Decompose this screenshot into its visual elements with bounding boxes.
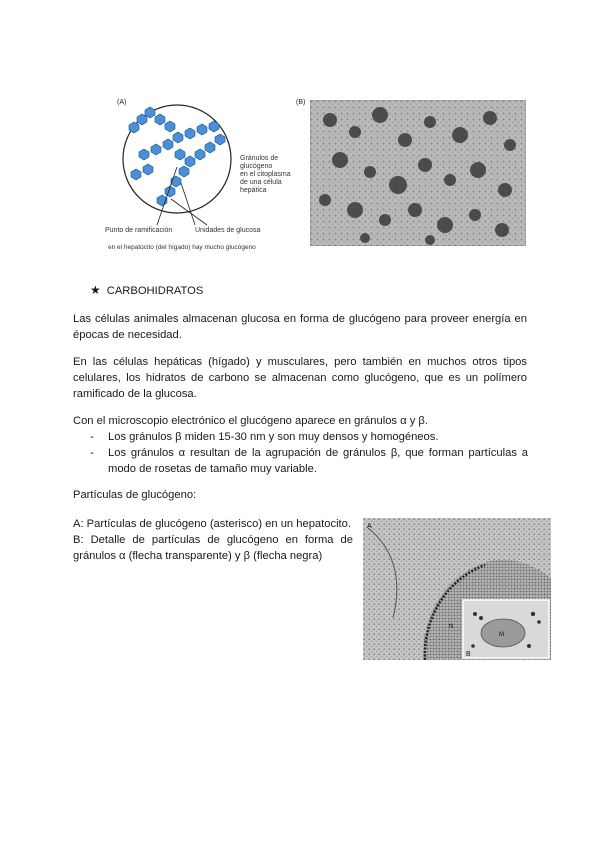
granules-caption xyxy=(240,155,308,195)
section-heading-text: CARBOHIDRATOS xyxy=(106,285,204,297)
bullet-item xyxy=(90,429,528,445)
micro-label-m: M xyxy=(499,632,504,638)
granules-caption-line: Gránulos de xyxy=(240,155,279,162)
micro-label-a: A xyxy=(367,523,372,530)
section-heading xyxy=(90,283,203,297)
paragraph-2: En las células hepáticas (hígado) y musculares, pero también en muchos otros tipos celulares, los hidratos de carbono se almacenan como glucógeno, que es un polímero ramificado de la glucosa. xyxy=(73,356,527,400)
panel-a-label: (A) xyxy=(117,99,127,106)
paragraph-3: Con el microscopio electrónico el glucógeno aparece en gránulos α y β. xyxy=(73,415,428,427)
caption-a: A: Partículas de glucógeno (asterisco) en un hepatocito. xyxy=(73,518,351,530)
granules-caption-line: de una célula xyxy=(240,179,282,186)
bullet-item xyxy=(90,445,528,477)
glucose-units-label: Unidades de glucosa xyxy=(195,227,261,234)
glucose-chains xyxy=(129,107,225,206)
caption-b: B: Detalle de partículas de glucógeno en forma de gránulos α (flecha transparente) y β (flecha negra) xyxy=(73,534,353,562)
star-icon: ★ xyxy=(90,283,101,297)
panel-b-label: (B) xyxy=(296,99,306,106)
bullet-dash: - xyxy=(90,431,94,443)
hepatocyte-micrograph xyxy=(363,518,551,660)
paragraph-1: Las células animales almacenan glucosa en forma de glucógeno para proveer energía en épocas de necesidad. xyxy=(73,313,527,341)
bullet-dash: - xyxy=(90,447,94,459)
granules-caption-line: hepática xyxy=(240,187,267,194)
bullet-text: Los gránulos β miden 15-30 nm y son muy densos y homogéneos. xyxy=(108,431,439,443)
granules-caption-line: glucógeno xyxy=(240,163,273,170)
bullet-text: Los gránulos α resultan de la agrupación de gránulos β, que forman partículas a modo de rosetas de tamaño muy variable. xyxy=(108,447,528,475)
micro-label-n: N xyxy=(449,624,454,630)
particles-title: Partículas de glucógeno: xyxy=(73,489,197,501)
branch-point-label: Punto de ramificación xyxy=(105,227,173,234)
hepatocyte-caption: en el hepatocito (del hígado) hay mucho glucógeno xyxy=(108,244,256,251)
glycogen-micrograph xyxy=(310,100,526,246)
micro-label-b: B xyxy=(466,651,471,658)
granules-caption-line: en el citoplasma xyxy=(240,171,291,178)
